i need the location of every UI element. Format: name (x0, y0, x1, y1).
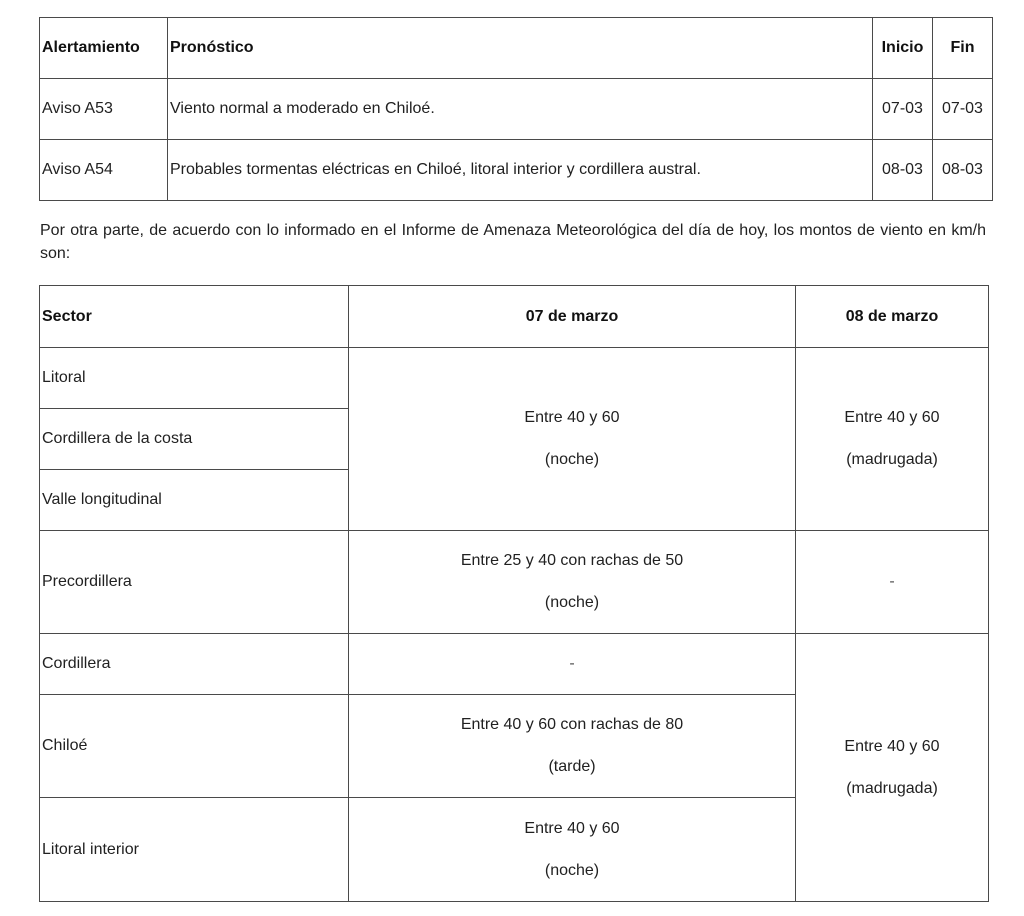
table-row (40, 140, 993, 201)
intro-paragraph: Por otra parte, de acuerdo con lo informado en el Informe de Amenaza Meteorológica del día de hoy, los montos de viento en km/h son: (40, 222, 986, 262)
table-row (40, 79, 993, 140)
wind-amount: Entre 25 y 40 con rachas de 50 (460, 552, 684, 569)
wind-header-row (40, 286, 989, 348)
wind-table (39, 285, 989, 902)
header-inicio: Inicio (873, 18, 933, 79)
sector-chiloe: Chiloé (40, 695, 349, 798)
header-day2: 08 de marzo (796, 286, 989, 348)
sector-litoral: Litoral (40, 348, 349, 409)
sector-valle: Valle longitudinal (40, 470, 349, 531)
wind-value-cell (796, 348, 989, 531)
table-row (40, 348, 989, 409)
wind-amount: Entre 40 y 60 (524, 409, 620, 426)
wind-period: (noche) (544, 451, 600, 468)
header-day1: 07 de marzo (349, 286, 796, 348)
wind-period: (noche) (544, 594, 600, 611)
wind-amount: Entre 40 y 60 (524, 819, 620, 837)
wind-value-cell (349, 695, 796, 798)
alert-start-date: 08-03 (873, 140, 933, 201)
alert-end-date: 07-03 (933, 79, 993, 140)
wind-amount: Entre 40 y 60 (844, 409, 940, 426)
alerts-header-row (40, 18, 993, 79)
header-alertamiento: Alertamiento (40, 18, 168, 79)
wind-value-empty: - (349, 634, 796, 695)
wind-period: (tarde) (548, 758, 596, 775)
header-pronostico: Pronóstico (168, 18, 873, 79)
wind-period: (madrugada) (846, 779, 938, 797)
wind-value-empty: - (796, 531, 989, 634)
alert-forecast: Viento normal a moderado en Chiloé. (168, 79, 873, 140)
wind-amount: Entre 40 y 60 con rachas de 80 (460, 716, 684, 733)
wind-period: (madrugada) (846, 451, 938, 468)
header-fin: Fin (933, 18, 993, 79)
table-row (40, 634, 989, 695)
sector-cordillera: Cordillera (40, 634, 349, 695)
wind-value-cell (796, 634, 989, 902)
wind-period: (noche) (544, 861, 600, 879)
sector-litoral-interior: Litoral interior (40, 798, 349, 902)
header-sector: Sector (40, 286, 349, 348)
sector-cordillera-costa: Cordillera de la costa (40, 409, 349, 470)
table-row (40, 531, 989, 634)
alert-end-date: 08-03 (933, 140, 993, 201)
alert-code: Aviso A53 (40, 79, 168, 140)
alert-forecast: Probables tormentas eléctricas en Chiloé, litoral interior y cordillera austral. (168, 140, 873, 201)
alert-code: Aviso A54 (40, 140, 168, 201)
wind-value-cell (349, 531, 796, 634)
alert-start-date: 07-03 (873, 79, 933, 140)
wind-amount: Entre 40 y 60 (844, 737, 940, 755)
wind-value-cell (349, 348, 796, 531)
sector-precordillera: Precordillera (40, 531, 349, 634)
wind-value-cell (349, 798, 796, 902)
alerts-table (39, 17, 993, 201)
